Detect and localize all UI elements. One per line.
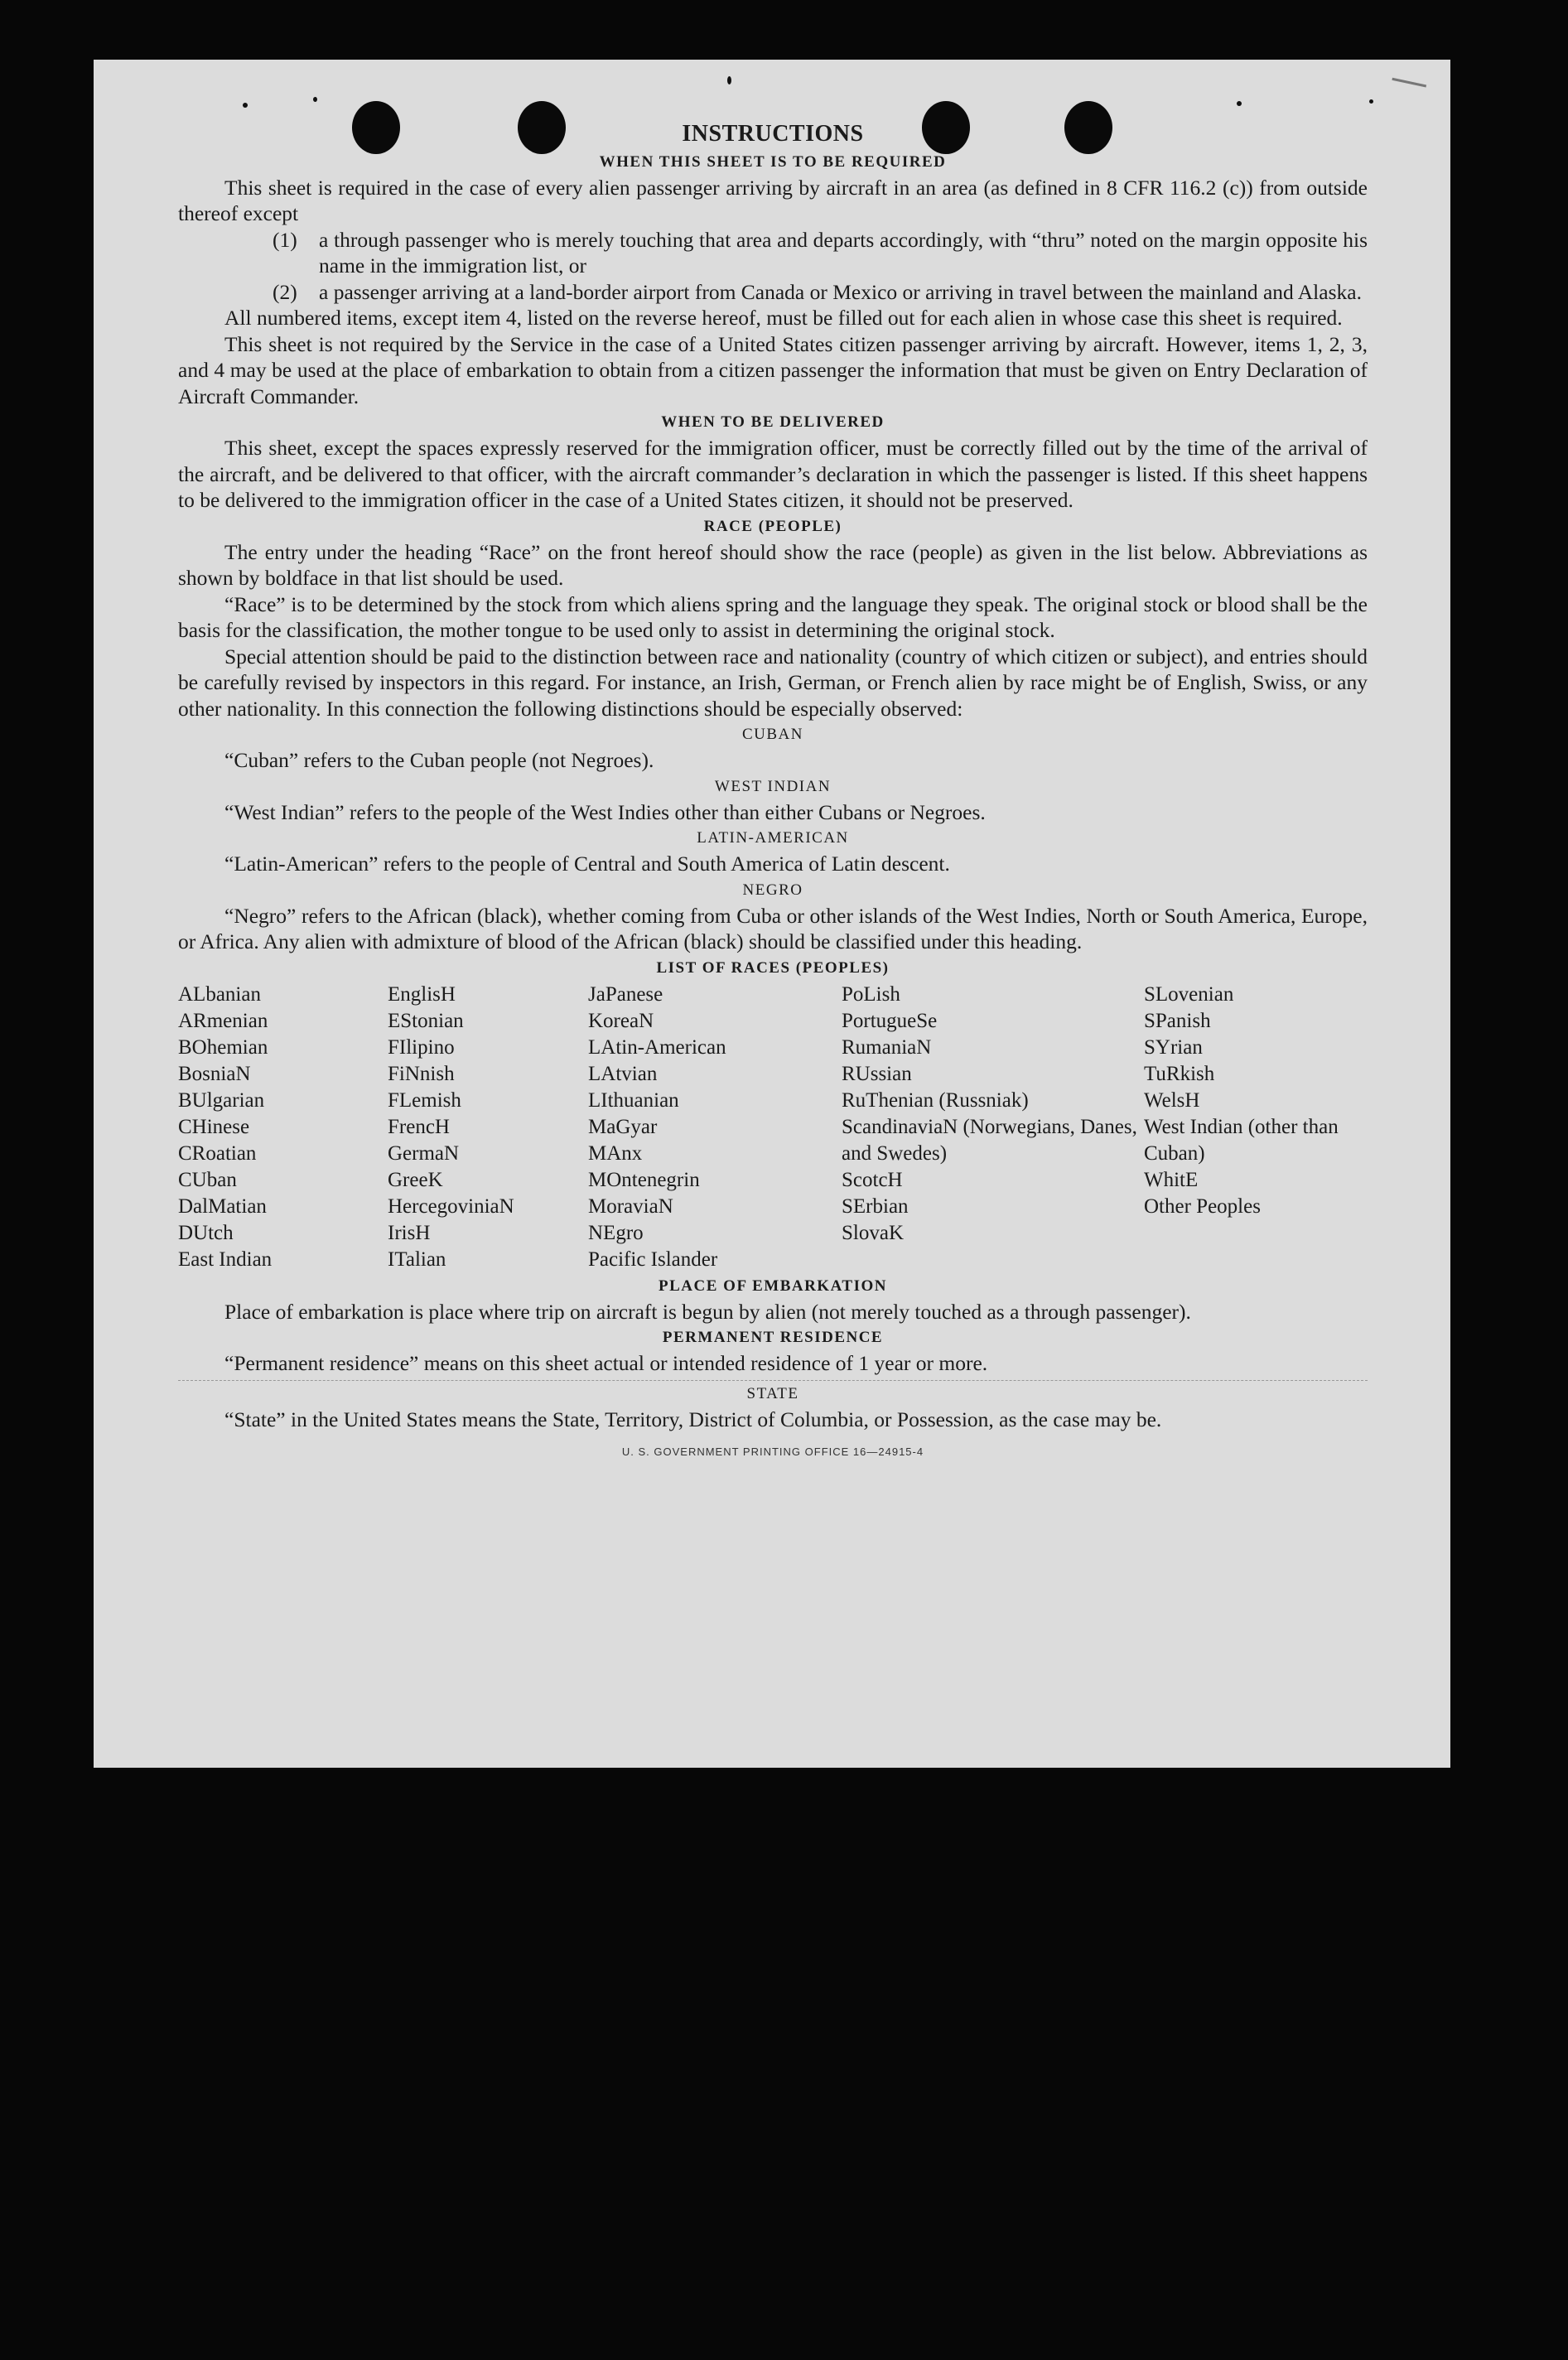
race-entry: BosniaN (178, 1062, 251, 1085)
punch-hole-right-2 (1064, 101, 1112, 154)
race-entry: SPanish (1144, 1009, 1211, 1032)
paragraph: “Permanent residence” means on this sheet actual or intended residence of 1 year or more. (224, 1351, 988, 1375)
race-entry: BOhemian (178, 1035, 268, 1059)
section-heading: NEGRO (742, 881, 803, 899)
item-number: (2) (273, 279, 297, 304)
race-entry: LAtin-American (588, 1035, 726, 1059)
races-list (178, 982, 1368, 1273)
races-column (842, 982, 1144, 1273)
race-entry: HercegoviniaN (388, 1194, 514, 1218)
race-entry: SErbian (842, 1194, 909, 1218)
speck (1237, 101, 1242, 106)
race-entry: RUssian (842, 1062, 912, 1085)
divider (178, 1380, 1368, 1381)
race-entry: ScotcH (842, 1168, 903, 1191)
races-column (388, 982, 588, 1273)
race-entry: EnglisH (388, 982, 456, 1006)
race-entry: MoraviaN (588, 1194, 673, 1218)
paragraph: “Race” is to be determined by the stock from which aliens spring and the language they speak. The original stock or blood shall be the basis for the classification, the mother tongue to be used only to assist in determining the original stock. (178, 591, 1368, 642)
races-column (588, 982, 842, 1273)
race-entry: BUlgarian (178, 1088, 265, 1112)
speck (243, 103, 248, 108)
section-heading: PERMANENT RESIDENCE (662, 1329, 884, 1346)
race-entry: DalMatian (178, 1194, 267, 1218)
paragraph: All numbered items, except item 4, listed on the reverse hereof, must be filled out for each alien in whose case this sheet is required. (224, 306, 1343, 330)
printer-imprint: U. S. GOVERNMENT PRINTING OFFICE 16—24915-4 (621, 1445, 924, 1458)
race-entry: East Indian (178, 1248, 273, 1271)
punch-hole-left-2 (518, 101, 566, 154)
page-title: INSTRUCTIONS (682, 121, 864, 147)
race-entry: KoreaN (588, 1009, 654, 1032)
race-entry: CHinese (178, 1115, 250, 1138)
race-entry: LAtvian (588, 1062, 658, 1085)
section-heading: CUBAN (741, 726, 803, 743)
race-entry: RumaniaN (842, 1035, 932, 1059)
race-entry: EStonian (388, 1009, 464, 1032)
race-entry: PortugueSe (842, 1009, 938, 1032)
race-entry: DUtch (178, 1221, 234, 1244)
paragraph: “State” in the United States means the State, Territory, District of Columbia, or Possession, as the case may be. (224, 1407, 1162, 1431)
scan-mark (1390, 78, 1426, 97)
paragraph: This sheet is required in the case of every alien passenger arriving by aircraft in an area (as defined in 8 CFR 116.2 (c)) from outside thereof except (178, 175, 1368, 225)
race-entry: ScandinaviaN (Norwegians, Danes, and Swedes) (842, 1115, 1137, 1165)
race-entry: JaPanese (588, 982, 663, 1006)
speck (1369, 99, 1373, 104)
race-entry: FLemish (388, 1088, 461, 1112)
section-heading: RACE (PEOPLE) (703, 517, 842, 535)
race-entry: Pacific Islander (588, 1248, 718, 1271)
paragraph: This sheet, except the spaces expressly reserved for the immigration officer, must be correctly filled out by the time of the arrival of the aircraft, and be delivered to that officer, with the aircraft commander’s declaration in which the passenger is listed. If this sheet happens to be delivered to the immigration officer in the case of a United States citizen, it should not be preserved. (178, 436, 1368, 512)
section-heading: WEST INDIAN (714, 777, 832, 795)
race-entry: TuRkish (1144, 1062, 1215, 1085)
paragraph: “Negro” refers to the African (black), whether coming from Cuba or other islands of the West Indies, North or South America, Europe, or Africa. Any alien with admixture of blood of the African (black) should be classified under this heading. (178, 903, 1368, 953)
race-entry: WhitE (1144, 1168, 1199, 1191)
item-text: a passenger arriving at a land-border airport from Canada or Mexico or arriving in travel between the mainland and Alaska. (319, 279, 1362, 304)
punch-hole-right-1 (922, 101, 970, 154)
document-sheet (94, 60, 1450, 1768)
punch-hole-left-1 (352, 101, 400, 154)
race-entry: CRoatian (178, 1141, 257, 1165)
race-entry: NEgro (588, 1221, 644, 1244)
race-entry: FiNnish (388, 1062, 455, 1085)
section-heading: STATE (746, 1384, 799, 1402)
race-entry: MaGyar (588, 1115, 658, 1138)
section-heading: LATIN-AMERICAN (697, 829, 849, 847)
race-entry: ITalian (388, 1248, 446, 1271)
race-entry: LIthuanian (588, 1088, 679, 1112)
list-item (178, 279, 1368, 306)
race-entry: West Indian (other than Cuban) (1144, 1115, 1339, 1165)
section-heading: LIST OF RACES (PEOPLES) (656, 958, 890, 977)
race-entry: Other Peoples (1144, 1194, 1261, 1218)
paragraph: “Cuban” refers to the Cuban people (not Negroes). (224, 748, 654, 772)
speck (313, 97, 317, 102)
race-entry: PoLish (842, 982, 900, 1006)
race-entry: MAnx (588, 1141, 643, 1165)
race-entry: ALbanian (178, 982, 261, 1006)
race-entry: FrencH (388, 1115, 450, 1138)
race-entry: ARmenian (178, 1009, 268, 1032)
race-entry: FIlipino (388, 1035, 455, 1059)
paragraph: Special attention should be paid to the distinction between race and nationality (country of which citizen or subject), and entries should be carefully revised by inspectors in this regard. For instance, an Irish, German, or French alien by race might be of English, Swiss, or any other nationality. In this connection the following distinctions should be especially observed: (178, 644, 1368, 721)
paragraph: The entry under the heading “Race” on the front hereof should show the race (people) as given in the list below. Abbreviations as shown by boldface in that list should be used. (178, 539, 1368, 590)
races-column (1144, 982, 1359, 1273)
paragraph: This sheet is not required by the Service in the case of a United States citizen passenger arriving by aircraft. However, items 1, 2, 3, and 4 may be used at the place of embarkation to obtain from a citizen passenger the information that must be given on Entry Declaration of Aircraft Commander. (178, 331, 1368, 408)
section-heading: WHEN TO BE DELIVERED (661, 413, 885, 431)
section-heading: PLACE OF EMBARKATION (659, 1277, 887, 1295)
race-entry: MOntenegrin (588, 1168, 700, 1191)
race-entry: SlovaK (842, 1221, 904, 1244)
race-entry: CUban (178, 1168, 237, 1191)
item-number: (1) (273, 227, 297, 252)
paragraph: “West Indian” refers to the people of the West Indies other than either Cubans or Negroes. (224, 799, 986, 824)
paragraph: “Latin-American” refers to the people of Central and South America of Latin descent. (224, 852, 950, 876)
race-entry: GreeK (388, 1168, 443, 1191)
speck (727, 76, 731, 84)
list-item (178, 227, 1368, 279)
section-heading: WHEN THIS SHEET IS TO BE REQUIRED (599, 152, 947, 171)
paragraph: Place of embarkation is place where trip on aircraft is begun by alien (not merely touched as a through passenger). (224, 1299, 1191, 1324)
race-entry: IrisH (388, 1221, 431, 1244)
race-entry: SLovenian (1144, 982, 1234, 1006)
instructions-text (178, 121, 1368, 1465)
race-entry: WelsH (1144, 1088, 1200, 1112)
race-entry: GermaN (388, 1141, 460, 1165)
item-text: a through passenger who is merely touching that area and departs accordingly, with “thru” noted on the margin opposite his name in the immigration list, or (319, 227, 1368, 278)
races-column (178, 982, 388, 1273)
race-entry: RuThenian (Russniak) (842, 1088, 1029, 1112)
race-entry: SYrian (1144, 1035, 1203, 1059)
